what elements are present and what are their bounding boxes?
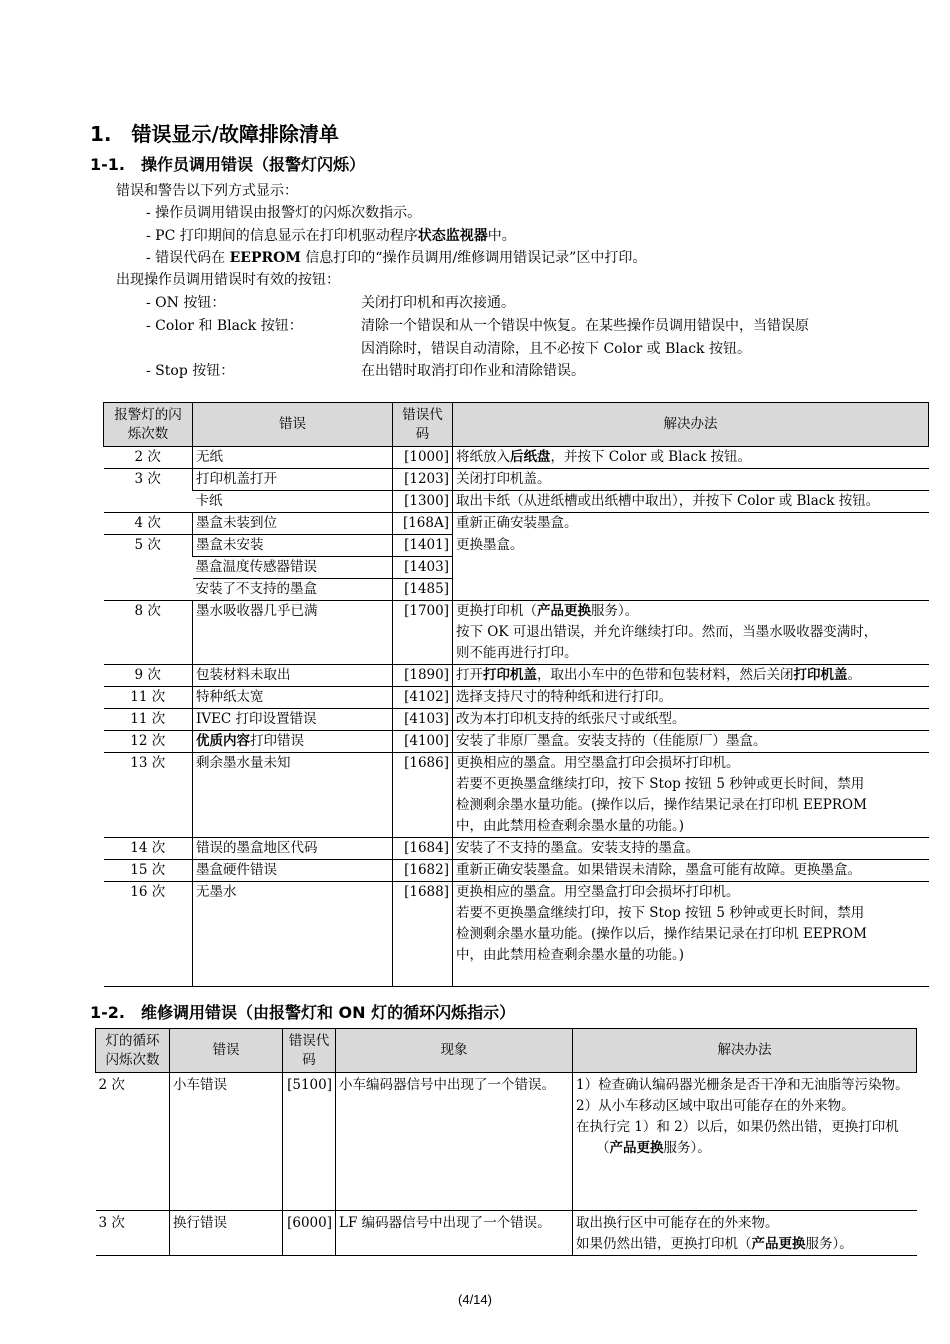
header-error-code: 错误代 码 bbox=[283, 1029, 336, 1073]
header-error: 错误 bbox=[170, 1029, 283, 1073]
table-row: 3 次 打印机盖打开 [1203] 关闭打印机盖。 bbox=[104, 469, 929, 491]
header-solution: 解决办法 bbox=[573, 1029, 917, 1073]
table-row: 12 次 优质内容打印错误 [4100] 安装了非原厂墨盒。安装支持的（佳能原厂）墨盒。 bbox=[104, 731, 929, 753]
operator-call-error-table bbox=[103, 402, 929, 987]
table-row: 14 次 错误的墨盒地区代码 [1684] 安装了不支持的墨盒。安装支持的墨盒。 bbox=[104, 838, 929, 860]
table-row: 13 次 剩余墨水量未知 [1686] 更换相应的墨盒。用空墨盒打印会损坏打印机。 若要不更换墨盒继续打印，按下 Stop 按钮 5 秒钟或更长时间，禁用 检测剩余墨水量功能。(操作以后，操作结果记录在打印机 EEPROM 中，由此禁用检查剩余墨水量的功能。) bbox=[104, 753, 929, 838]
stop-button-label: - Stop 按钮： bbox=[146, 363, 235, 379]
table-row: 5 次 墨盒未安装 [1401] 更换墨盒。 bbox=[104, 535, 929, 557]
header-cycle-blink-count: 灯的循环 闪烁次数 bbox=[96, 1029, 170, 1073]
table-row: 11 次 特种纸太宽 [4102] 选择支持尺寸的特种纸和进行打印。 bbox=[104, 687, 929, 709]
section-heading-1-1: 1-1. 操作员调用错误（报警灯闪烁） bbox=[90, 155, 365, 174]
on-button-desc: 关闭打印机和再次接通。 bbox=[361, 295, 515, 311]
header-error: 错误 bbox=[193, 403, 393, 447]
table-row: 16 次 无墨水 [1688] 更换相应的墨盒。用空墨盒打印会损坏打印机。 若要不更换墨盒继续打印，按下 Stop 按钮 5 秒钟或更长时间，禁用 检测剩余墨水量功能。(操作以后，操作结果记录在打印机 EEPROM 中，由此禁用检查剩余墨水量的功能。) bbox=[104, 882, 929, 987]
service-call-error-table bbox=[95, 1028, 917, 1256]
color-black-button-label: - Color 和 Black 按钮： bbox=[146, 318, 303, 334]
on-button-label: - ON 按钮： bbox=[146, 295, 226, 311]
page-number: (4/14) bbox=[458, 1292, 492, 1307]
table-row: 安装了不支持的墨盒 [1485] bbox=[104, 579, 929, 601]
bullet-3: - 错误代码在 EEPROM 信息打印的“操作员调用/维修调用错误记录”区中打印。 bbox=[146, 250, 647, 266]
table-row: 11 次 IVEC 打印设置错误 [4103] 改为本打印机支持的纸张尺寸或纸型。 bbox=[104, 709, 929, 731]
table-row: 2 次 无纸 [1000] 将纸放入后纸盘，并按下 Color 或 Black 按钮。 bbox=[104, 447, 929, 469]
table-row: 卡纸 [1300] 取出卡纸（从进纸槽或出纸槽中取出），并按下 Color 或 Black 按钮。 bbox=[104, 491, 929, 513]
stop-button-desc: 在出错时取消打印作业和清除错误。 bbox=[361, 363, 585, 379]
bullet-2: - PC 打印期间的信息显示在打印机驱动程序状态监视器中。 bbox=[146, 228, 516, 244]
table-row: 15 次 墨盒硬件错误 [1682] 重新正确安装墨盒。如果错误未清除，墨盒可能有故障。更换墨盒。 bbox=[104, 860, 929, 882]
table-row: 9 次 包装材料未取出 [1890] 打开打印机盖，取出小车中的色带和包装材料，然后关闭打印机盖。 bbox=[104, 665, 929, 687]
table-row: 8 次 墨水吸收器几乎已满 [1700] 更换打印机（产品更换服务）。 按下 OK 可退出错误，并允许继续打印。然而，当墨水吸收器变满时， 则不能再进行打印。 bbox=[104, 601, 929, 665]
bullet-1: - 操作员调用错误由报警灯的闪烁次数指示。 bbox=[146, 205, 422, 221]
color-black-button-desc-1: 清除一个错误和从一个错误中恢复。在某些操作员调用错误中，当错误原 bbox=[361, 318, 809, 334]
header-blink-count: 报警灯的闪 烁次数 bbox=[104, 403, 193, 447]
page-title: 1. 错误显示/故障排除清单 bbox=[90, 122, 339, 146]
intro-text-2: 出现操作员调用错误时有效的按钮： bbox=[116, 272, 340, 288]
header-solution: 解决办法 bbox=[453, 403, 929, 447]
color-black-button-desc-2: 因消除时，错误自动清除，且不必按下 Color 或 Black 按钮。 bbox=[361, 341, 751, 357]
section-heading-1-2: 1-2. 维修调用错误（由报警灯和 ON 灯的循环闪烁指示） bbox=[90, 1003, 516, 1022]
table-row: 3 次 换行错误 [6000] LF 编码器信号中出现了一个错误。 取出换行区中可能存在的外来物。 如果仍然出错，更换打印机（产品更换服务）。 bbox=[96, 1211, 917, 1256]
header-error-code: 错误代 码 bbox=[393, 403, 453, 447]
header-symptom: 现象 bbox=[336, 1029, 573, 1073]
table-row: 2 次 小车错误 [5100] 小车编码器信号中出现了一个错误。 1）检查确认编码器光栅条是否干净和无油脂等污染物。 2）从小车移动区域中取出可能存在的外来物。 在执行完 1）和 2）以后，如果仍然出错，更换打印机（产品更换服务）。 bbox=[96, 1073, 917, 1211]
intro-text: 错误和警告以下列方式显示： bbox=[116, 183, 298, 199]
table-row: 墨盒温度传感器错误 [1403] bbox=[104, 557, 929, 579]
table-row: 4 次 墨盒未装到位 [168A] 重新正确安装墨盒。 bbox=[104, 513, 929, 535]
